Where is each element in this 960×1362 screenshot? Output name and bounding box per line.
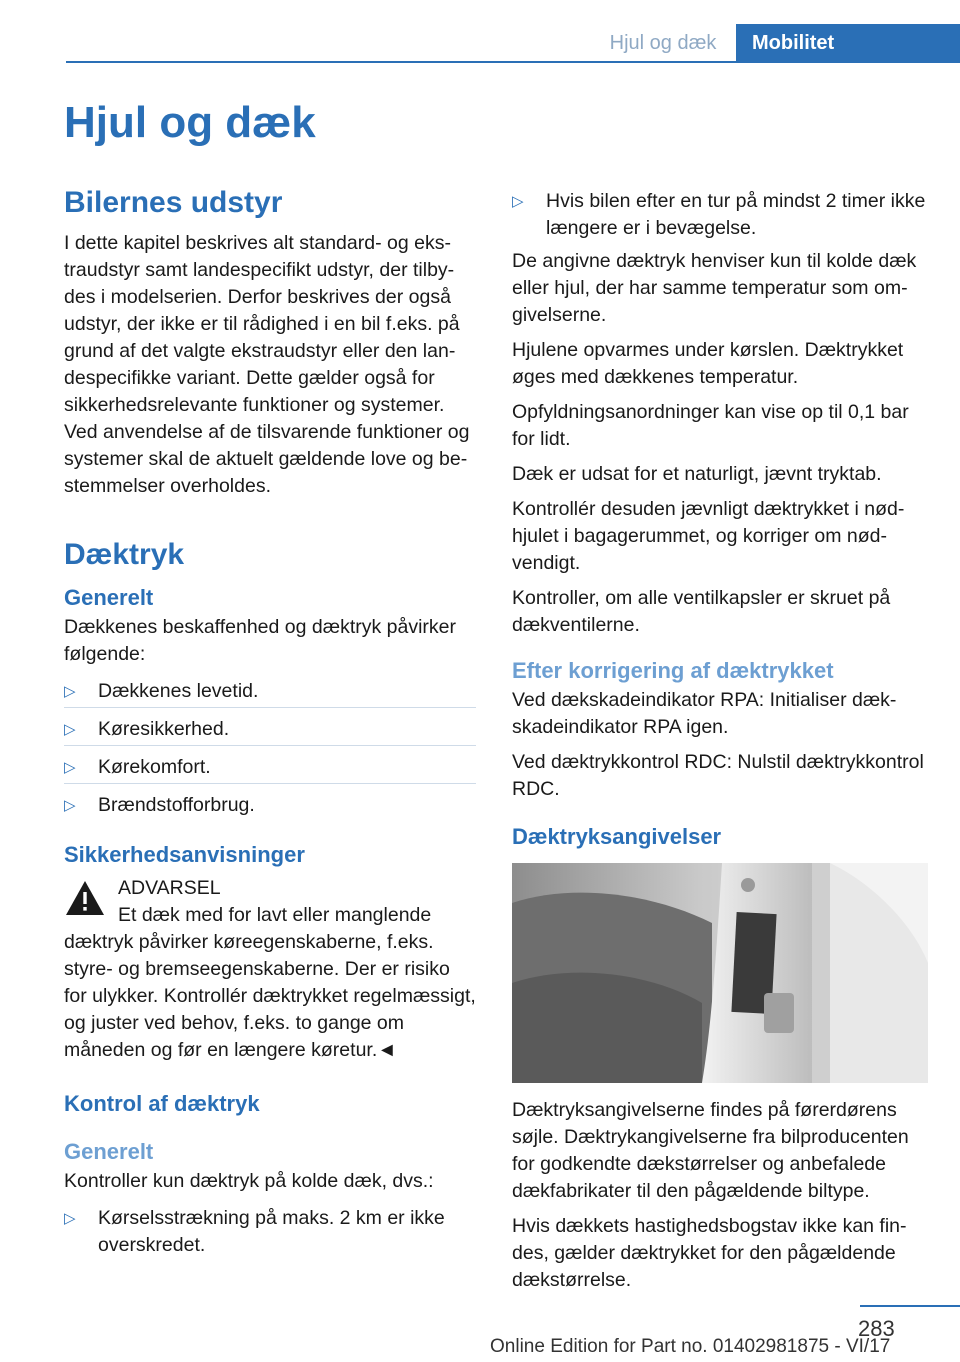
warning-triangle-icon xyxy=(64,879,106,917)
paragraph: Ved dæktrykkontrol RDC: Nulstil dæktrykkontrol RDC. xyxy=(512,751,924,800)
page-number: 283 xyxy=(858,1316,895,1341)
triangle-right-icon: ▷ xyxy=(64,1210,76,1227)
paragraph: Hjulene opvarmes under kørslen. Dæktrykket øges med dækkenes temperatur. xyxy=(512,339,904,388)
header-divider xyxy=(66,61,960,63)
heading-pressure-labels: Dæktryksangivelser xyxy=(512,824,722,849)
paragraph-equipment: I dette kapitel beskrives alt standard- og ekstraudstyr samt landespecifikt udstyr, der tilbydes i modelserien. Derfor beskrives der også udstyr, der ikke er til rådighed i en bil f.eks. på grund af det valgte ekstraudstyr eller den landespecifikke variant. Dette gælder også for sikkerhedsrelevante funktioner og systemer. Ved anvendelse af de tilsvarende funktioner og systemer skal de aktuelt gældende love og bestemmelser overholdes. xyxy=(64,232,470,497)
heading-equipment: Bilernes udstyr xyxy=(64,186,283,219)
paragraph: Hvis dækkets hastighedsbogstav ikke kan findes, gælder dæktrykket for den pågældende dækstørrelse. xyxy=(512,1215,907,1291)
list-item: ▷ Brændstofforbrug. xyxy=(64,790,476,821)
paragraph: Dæktryksangivelserne findes på førerdørens søjle. Dæktrykangivelserne fra bilproducenten for godkendte dækstørrelser og anbefalede dækfabrikater til den pågældende biltype. xyxy=(512,1099,909,1202)
paragraph: Kontrollér desuden jævnligt dæktrykket i nødhjulet i bagagerummet, og korriger om nødvendigt. xyxy=(512,498,905,574)
list-item: ▷ Kørselsstrækning på maks. 2 km er ikke overskredet. xyxy=(64,1207,445,1256)
list-item: ▷ Kørekomfort. xyxy=(64,752,476,784)
triangle-right-icon: ▷ xyxy=(64,759,76,776)
triangle-right-icon: ▷ xyxy=(64,797,76,814)
paragraph: De angivne dæktryk henviser kun til kolde dæk eller hjul, der har samme temperatur som omgivelserne. xyxy=(512,250,917,326)
warning-box xyxy=(64,875,476,1064)
left-column xyxy=(64,184,476,1267)
footer-divider xyxy=(860,1305,960,1307)
warning-title: ADVARSEL xyxy=(118,877,221,899)
paragraph: Kontroller, om alle ventilkapsler er skruet på dækventilerne. xyxy=(512,587,891,636)
warning-body: dæktryk påvirker køreegenskaberne, f.eks. styre- og bremseegenskaberne. Der er risiko for ulykker. Kontrollér dæktrykket regelmæssigt, og juster ved behov, f.eks. to gange om måneden og før en længere køretur.◄ xyxy=(64,931,476,1061)
list-item: ▷ Hvis bilen efter en tur på mindst 2 timer ikke længere er i bevægelse. xyxy=(512,190,926,239)
triangle-right-icon: ▷ xyxy=(64,683,76,700)
paragraph: Dæk er udsat for et naturligt, jævnt tryktab. xyxy=(512,463,882,485)
effects-list xyxy=(64,676,476,821)
triangle-right-icon: ▷ xyxy=(64,721,76,738)
heading-tire-pressure: Dæktryk xyxy=(64,538,185,571)
check-list-continued xyxy=(512,186,928,244)
header-section-tab[interactable]: Hjul og dæk xyxy=(590,24,736,62)
heading-general: Generelt xyxy=(64,585,154,610)
paragraph: Opfyldningsanordninger kan vise op til 0,1 bar for lidt. xyxy=(512,401,909,450)
paragraph-check: Kontroller kun dæktryk på kolde dæk, dvs.: xyxy=(64,1170,434,1192)
right-column xyxy=(512,186,928,1302)
paragraph-general: Dækkenes beskaffenhed og dæktryk påvirker følgende: xyxy=(64,616,457,665)
door-pillar-photo xyxy=(512,863,928,1083)
check-list xyxy=(64,1203,476,1261)
triangle-right-icon: ▷ xyxy=(512,193,524,210)
warning-lead: Et dæk med for lavt eller manglende xyxy=(118,904,432,926)
list-item: ▷ Køresikkerhed. xyxy=(64,714,476,746)
heading-general-2: Generelt xyxy=(64,1139,154,1164)
heading-check-pressure: Kontrol af dæktryk xyxy=(64,1091,260,1116)
paragraph: Ved dækskadeindikator RPA: Initialiser dækskadeindikator RPA igen. xyxy=(512,689,897,738)
list-item: ▷ Dækkenes levetid. xyxy=(64,676,476,708)
header-chapter-tab[interactable]: Mobilitet xyxy=(736,24,960,62)
heading-after-correction: Efter korrigering af dæktrykket xyxy=(512,658,834,683)
heading-safety: Sikkerhedsanvisninger xyxy=(64,842,305,867)
door-pillar-illustration xyxy=(512,863,928,1083)
edition-footer: Online Edition for Part no. 01402981875 - VI/17 xyxy=(490,1336,891,1357)
page-title: Hjul og dæk xyxy=(64,98,316,147)
